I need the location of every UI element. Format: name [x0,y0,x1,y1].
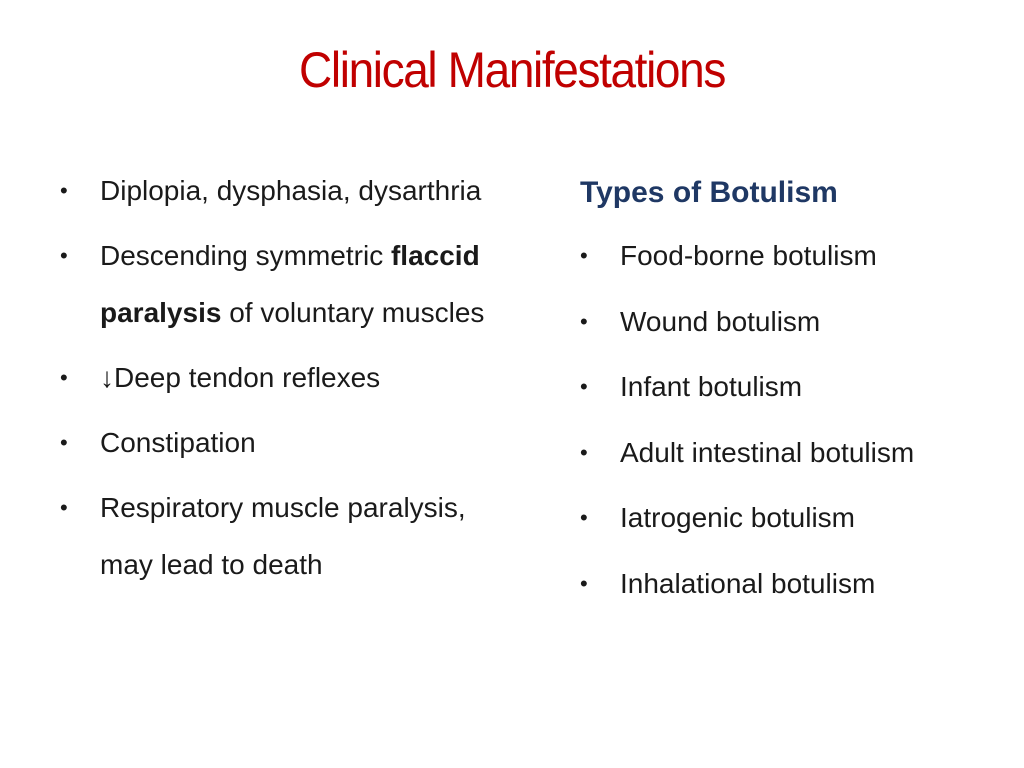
botulism-types-list [580,236,1000,604]
list-item [60,227,500,341]
bullet-icon: • [60,430,68,455]
list-item [580,302,1000,342]
list-item [60,349,500,406]
list-item-text: Respiratory muscle paralysis, may lead to death [100,492,466,580]
list-item [580,564,1000,604]
symptom-list [60,162,500,593]
bullet-icon: • [60,495,68,520]
left-column [60,160,500,601]
list-item [60,479,500,593]
list-item-text: Adult intestinal botulism [620,436,915,468]
list-item [580,236,1000,276]
bullet-icon: • [580,439,588,465]
bullet-icon: • [60,178,68,203]
list-item-text: Food-borne botulism [620,240,877,271]
list-item-text-post: of voluntary muscles [221,297,485,328]
bullet-icon: • [580,308,588,334]
list-item-text-pre: Descending symmetric [100,240,391,271]
bullet-icon: • [580,243,588,268]
list-item-text: Inhalational botulism [620,567,876,599]
right-column [580,160,1000,629]
list-item-text: Wound botulism [620,305,821,337]
list-item [580,367,1000,407]
list-item-text: Diplopia, dysphasia, dysarthria [100,175,482,206]
slide-title: Clinical Manifestations [299,42,725,98]
bullet-icon: • [580,505,588,530]
bullet-icon: • [60,365,68,390]
types-heading: Types of Botulism [580,176,838,209]
list-item-text-bold: flaccid paralysis [100,240,480,328]
bullet-icon: • [580,570,588,596]
list-item-text: Constipation [100,427,256,458]
list-item-text: Infant botulism [620,371,803,402]
bullet-icon: • [60,243,68,268]
bullet-icon: • [580,374,588,399]
list-item [60,414,500,471]
list-item [580,498,1000,538]
list-item [580,433,1000,473]
list-item-text: ↓Deep tendon reflexes [100,362,381,393]
list-item-text: Iatrogenic botulism [620,502,856,533]
list-item [60,162,500,219]
